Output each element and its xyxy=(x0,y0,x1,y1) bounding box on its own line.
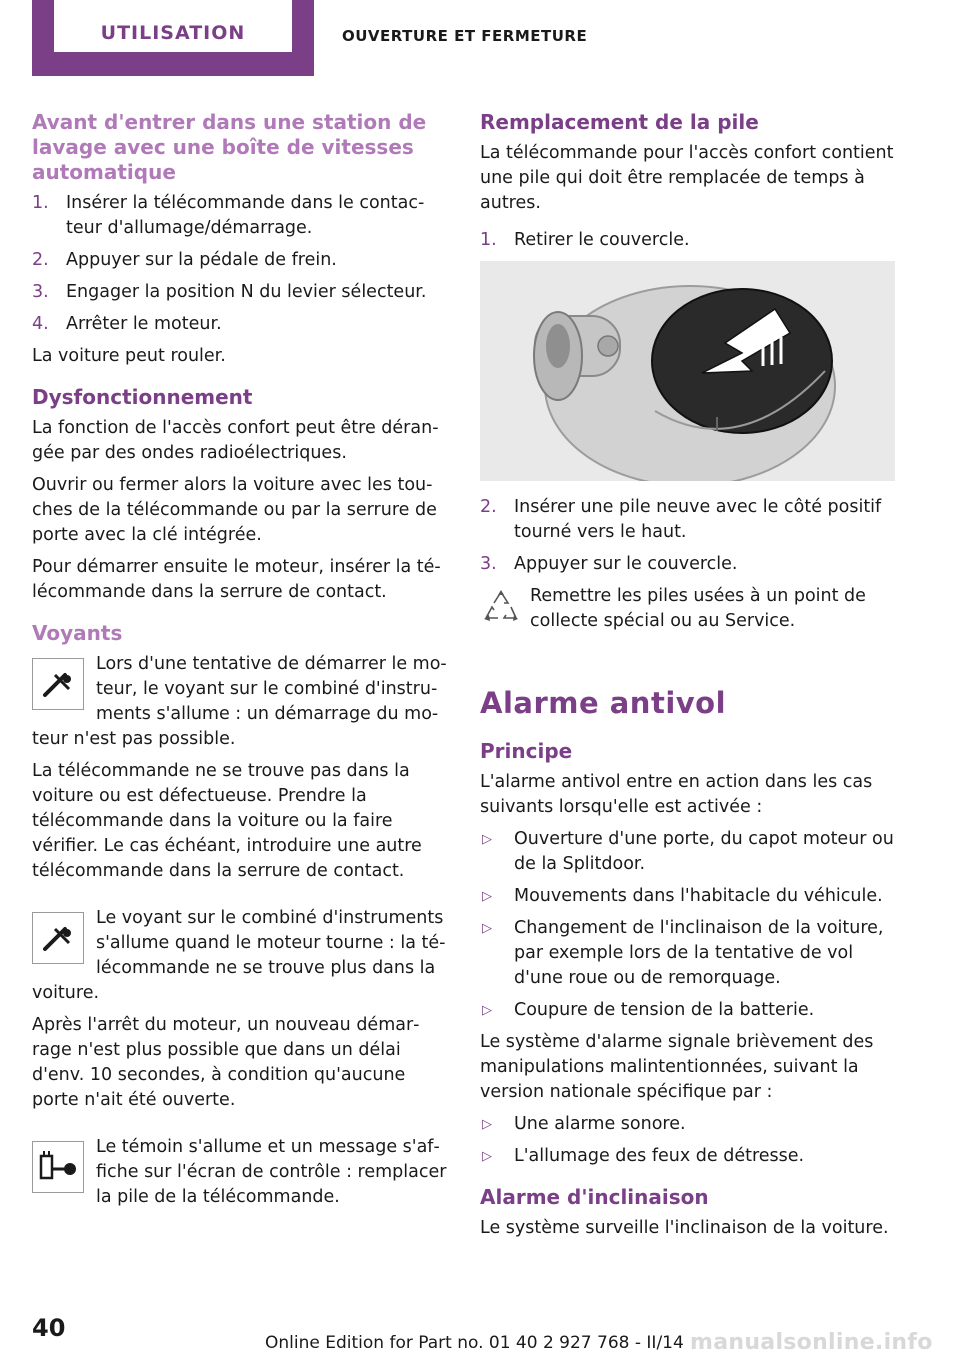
step-number: 3. xyxy=(32,282,49,302)
remote-battery-cover-illustration xyxy=(480,261,895,481)
battery-steps-list-continued xyxy=(480,495,895,577)
list-item xyxy=(32,191,447,241)
list-item-text: Coupure de tension de la batterie. xyxy=(514,1000,815,1020)
bullet-triangle-icon: ▷ xyxy=(482,1117,492,1132)
key-missing-warning-icon xyxy=(32,912,84,964)
list-item xyxy=(480,916,895,991)
malfunction-paragraph: Pour démarrer ensuite le moteur, insérer la télécommande dans la serrure de contact. xyxy=(32,557,441,602)
step-number: 3. xyxy=(480,554,497,574)
warning-light-block xyxy=(32,652,447,752)
warning-light-block xyxy=(32,906,447,1006)
warning-explanation: La télécommande ne se trouve pas dans la voiture ou est défectueuse. Prendre la télécommande dans la voiture ou la faire vérifier. Le cas échéant, introduire une autre télécommande dans la serrure de contact. xyxy=(32,761,422,881)
list-item-text: Ouverture d'une porte, du capot moteur ou de la Splitdoor. xyxy=(514,829,894,874)
right-column xyxy=(480,110,895,1248)
warning-text: Le voyant sur le combiné d'instruments s'allume quand le moteur tourne : la télécommande ne se trouve plus dans la voiture. xyxy=(32,908,446,1003)
step-number: 1. xyxy=(480,230,497,250)
list-item xyxy=(480,552,895,577)
wash-after-text: La voiture peut rouler. xyxy=(32,346,226,366)
bullet-triangle-icon: ▷ xyxy=(482,889,492,904)
step-number: 2. xyxy=(480,497,497,517)
edition-line: Online Edition for Part no. 01 40 2 927 768 - II/14 xyxy=(265,1333,684,1353)
list-item xyxy=(480,998,895,1023)
warning-text: Le témoin s'allume et un message s'affiche sur l'écran de contrôle : remplacer la pile de la télécommande. xyxy=(96,1137,447,1207)
step-text: Insérer la télécommande dans le contacteur d'allumage/démarrage. xyxy=(66,193,425,238)
battery-steps-list xyxy=(480,228,895,253)
step-text: Appuyer sur le couvercle. xyxy=(514,554,738,574)
list-item xyxy=(480,884,895,909)
list-item-text: Une alarme sonore. xyxy=(514,1114,686,1134)
signal-list xyxy=(480,1112,895,1169)
list-item xyxy=(480,1112,895,1137)
step-text: Insérer une pile neuve avec le côté positif tourné vers le haut. xyxy=(514,497,882,542)
list-item xyxy=(480,1144,895,1169)
watermark-text: manualsonline.info xyxy=(690,1330,933,1355)
battery-intro: La télécommande pour l'accès confort contient une pile qui doit être remplacée de temps à autres. xyxy=(480,143,894,213)
bullet-triangle-icon: ▷ xyxy=(482,832,492,847)
list-item-text: L'allumage des feux de détresse. xyxy=(514,1146,805,1166)
list-item-text: Mouvements dans l'habitacle du véhicule. xyxy=(514,886,883,906)
principle-list xyxy=(480,827,895,1023)
battery-heading: Remplacement de la pile xyxy=(480,110,759,134)
bullet-triangle-icon: ▷ xyxy=(482,1003,492,1018)
malfunction-paragraph: La fonction de l'accès confort peut être dérangée par des ondes radioélectriques. xyxy=(32,418,439,463)
header-section-title: UTILISATION xyxy=(100,22,246,44)
step-number: 1. xyxy=(32,193,49,213)
malfunction-paragraph: Ouvrir ou fermer alors la voiture avec les touches de la télécommande ou par la serrure de porte avec la clé intégrée. xyxy=(32,475,437,545)
recycle-icon xyxy=(480,588,522,628)
key-missing-warning-icon xyxy=(32,658,84,710)
page-number: 40 xyxy=(32,1314,66,1342)
principle-intro: L'alarme antivol entre en action dans les cas suivants lorsqu'elle est activée : xyxy=(480,772,873,817)
list-item xyxy=(480,228,895,253)
list-item xyxy=(480,827,895,877)
tilt-text: Le système surveille l'inclinaison de la voiture. xyxy=(480,1218,889,1238)
alarm-heading xyxy=(480,685,895,721)
step-text: Arrêter le moteur. xyxy=(66,314,222,334)
list-item xyxy=(32,312,447,337)
bullet-triangle-icon: ▷ xyxy=(482,921,492,936)
recycle-note-text: Remettre les piles usées à un point de collecte spécial ou au Service. xyxy=(530,586,866,631)
malfunction-heading: Dysfonctionnement xyxy=(32,385,253,409)
wash-heading: Avant d'entrer dans une station de lavage avec une boîte de vitesses automatique xyxy=(32,110,427,184)
alarm-heading-text: Alarme antivol xyxy=(480,686,727,720)
bullet-triangle-icon: ▷ xyxy=(482,1149,492,1164)
list-item xyxy=(32,280,447,305)
key-battery-low-icon xyxy=(32,1141,84,1193)
list-item-text: Changement de l'inclinaison de la voiture, par exemple lors de la tentative de vol d'une roue ou de remorquage. xyxy=(514,918,884,988)
warning-light-block xyxy=(32,1135,447,1210)
left-column xyxy=(32,110,447,1217)
step-text: Appuyer sur la pédale de frein. xyxy=(66,250,337,270)
warning-explanation: Après l'arrêt du moteur, un nouveau démarrage n'est plus possible que dans un délai d'env. 10 secondes, à condition qu'aucune porte n'ait été ouverte. xyxy=(32,1015,420,1110)
principle-heading: Principe xyxy=(480,739,573,763)
step-number: 4. xyxy=(32,314,49,334)
recycle-note xyxy=(480,584,895,641)
list-item xyxy=(480,495,895,545)
signal-text: Le système d'alarme signale brièvement des manipulations malintentionnées, suivant la version nationale spécifique par : xyxy=(480,1032,874,1102)
step-text: Engager la position N du levier sélecteur. xyxy=(66,282,427,302)
wash-steps-list xyxy=(32,191,447,337)
header-section-tab xyxy=(32,0,314,76)
step-number: 2. xyxy=(32,250,49,270)
warning-text: Lors d'une tentative de démarrer le moteur, le voyant sur le combiné d'instruments s'allume : un démarrage du moteur n'est pas possible. xyxy=(32,654,447,749)
step-text: Retirer le couvercle. xyxy=(514,230,690,250)
tilt-heading: Alarme d'inclinaison xyxy=(480,1185,709,1209)
list-item xyxy=(32,248,447,273)
lights-heading: Voyants xyxy=(32,621,123,645)
header-chapter-title: OUVERTURE ET FERMETURE xyxy=(342,27,588,45)
